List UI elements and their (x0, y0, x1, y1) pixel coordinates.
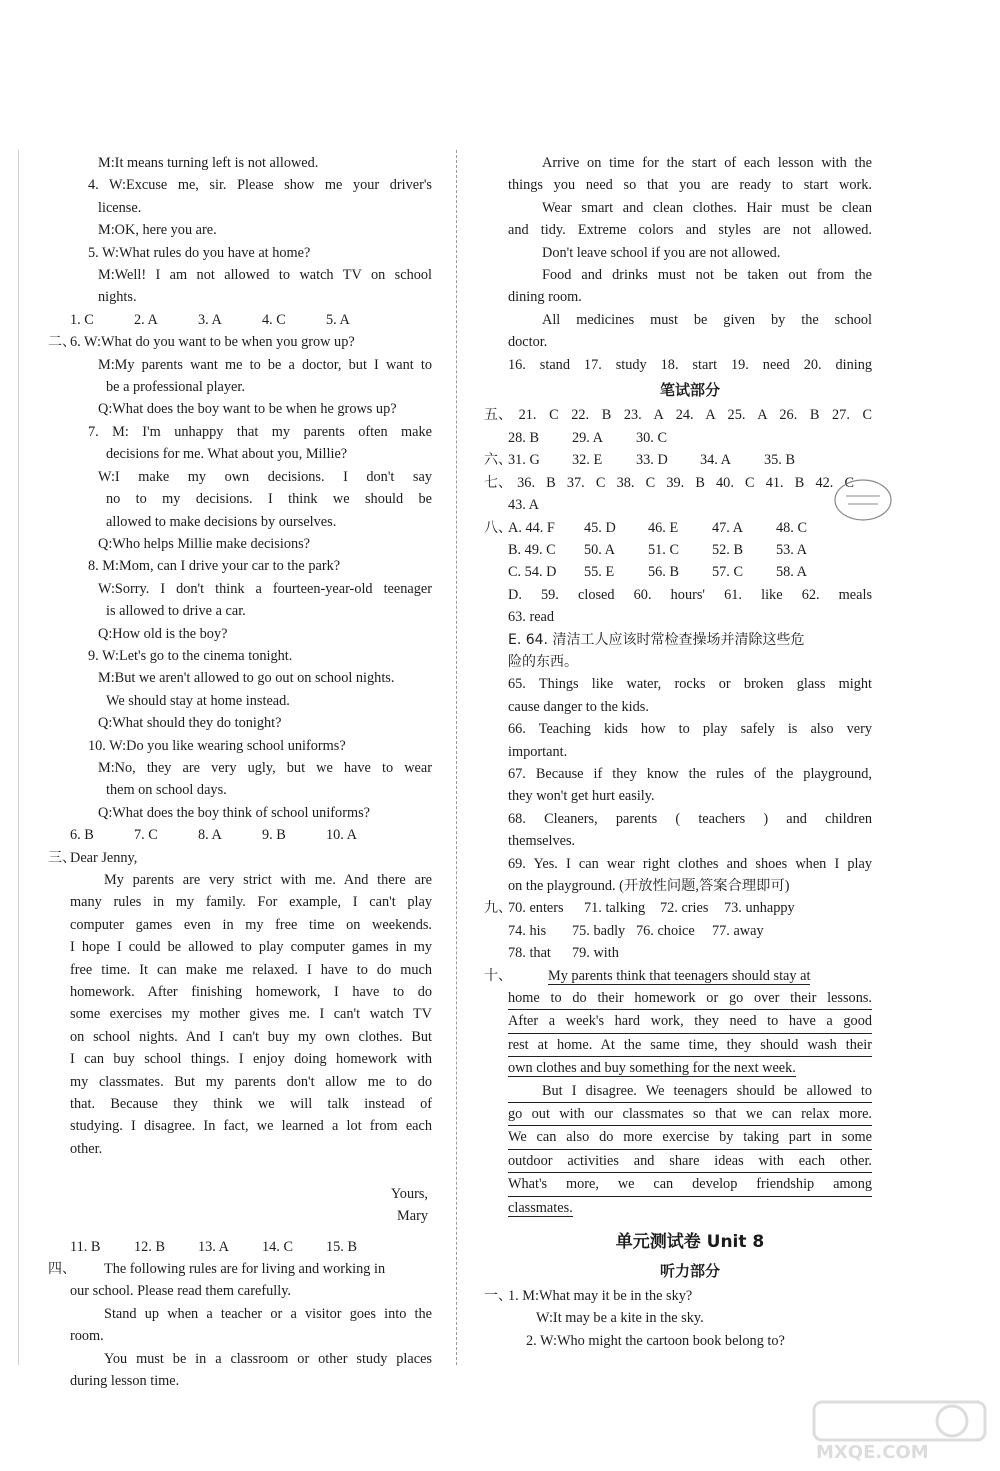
text-line: 65. Things like water, rocks or broken glass might (508, 676, 872, 693)
text-line: 69. Yes. I can wear right clothes and shoes when I play (508, 855, 872, 872)
answer-row: 74. his 75. badly 76. choice 77. away (508, 922, 764, 939)
text-line: Q:What does the boy want to be when he grows up? (98, 401, 397, 418)
text-line: license. (98, 199, 142, 216)
essay-line: homework. After finishing homework, I have to do (70, 984, 432, 1001)
section-marker: 六、 (484, 452, 512, 469)
margin-rule (18, 150, 19, 1365)
watermark-text: MXQE.COM (816, 1442, 929, 1462)
text-line: cause danger to the kids. (508, 698, 649, 715)
answer-row: 28. B 29. A 30. C (508, 429, 667, 446)
signature-name: Mary (397, 1208, 428, 1225)
text-line: M:My parents want me to be a doctor, but I want to (98, 356, 432, 373)
text-line: 5. W:What rules do you have at home? (88, 244, 311, 261)
text-line: 9. W:Let's go to the cinema tonight. (88, 647, 293, 664)
answer-row: 七、 36. B 37. C 38. C 39. B 40. C 41. B 42. C (484, 472, 872, 494)
watermark-logo-icon (812, 1400, 987, 1462)
text-line: You must be in a classroom or other study places (104, 1350, 432, 1367)
answer-row: 16. stand 17. study 18. start 19. need 20. dining (508, 356, 872, 373)
essay-line: classmates. (508, 1199, 573, 1216)
text-line: no to my decisions. I think we should be (106, 491, 432, 508)
essay-line: free time. It can make me relaxed. I have to do much (70, 961, 432, 978)
text-line: 十、 My parents think that teenagers should stay at (484, 965, 872, 987)
text-line: Food and drinks must not be taken out from the (542, 267, 872, 284)
text-line: 67. Because if they know the rules of the playground, (508, 765, 872, 782)
section-marker: 九、 (484, 900, 512, 917)
essay-line: many rules in my family. For example, I can't play (70, 894, 432, 911)
answer-row: C. 54. D 55. E 56. B 57. C 58. A (508, 564, 807, 581)
essay-line: that. Because they think we will talk instead of (70, 1096, 432, 1113)
essay-line: I can buy school things. I enjoy doing homework with (70, 1051, 432, 1068)
text-line: nights. (98, 289, 137, 306)
essay-line: computer games even in my free time on weekends. (70, 916, 432, 933)
signoff: Yours, (390, 1185, 428, 1202)
essay-line: But I disagree. We teenagers should be allowed to (508, 1080, 872, 1103)
text-line: 68. Cleaners, parents ( teachers ) and children (508, 810, 872, 827)
essay-line: My parents are very strict with me. And there are (104, 872, 432, 888)
essay-line: on school nights. And I can't buy my own clothes. But (70, 1028, 432, 1045)
essay-line: outdoor activities and share ideas with each other. (508, 1150, 872, 1173)
essay-line: I hope I could be allowed to play computer games in my (70, 939, 432, 956)
section-marker: 一、 (484, 1287, 512, 1304)
text-line: and tidy. Extreme colors and styles are not allowed. (508, 222, 872, 239)
essay-line: my classmates. But my parents don't allow me to do (70, 1073, 432, 1090)
text-line: 三、Dear Jenny, (48, 847, 432, 869)
text-line: allowed to make decisions by ourselves. (106, 513, 337, 530)
answer-row: 63. read (508, 609, 555, 626)
text-line: important. (508, 743, 568, 760)
text-line: dining room. (508, 289, 582, 306)
section-heading: 听力部分 (659, 1261, 720, 1280)
text-line: decisions for me. What about you, Millie? (106, 446, 348, 463)
text-line: All medicines must be given by the school (542, 311, 872, 328)
text-line: 二、6. W:What do you want to be when you grow up? (48, 331, 432, 353)
text-line: We should stay at home instead. (106, 692, 290, 709)
text-line: Wear smart and clean clothes. Hair must be clean (542, 199, 872, 216)
text-line: our school. Please read them carefully. (70, 1283, 291, 1300)
text-line: 一、1. M:What may it be in the sky? (484, 1285, 872, 1307)
section-marker: 二、 (48, 334, 76, 351)
text-line: 8. M:Mom, can I drive your car to the park? (88, 558, 341, 575)
answer-row: B. 49. C 50. A 51. C 52. B 53. A (508, 541, 807, 558)
text-line: W:It may be a kite in the sky. (536, 1310, 704, 1327)
essay-line: some exercises my mother gives me. I can't watch TV (70, 1006, 432, 1023)
essay-line: What's more, we can develop friendship among (508, 1173, 872, 1196)
text-line: themselves. (508, 833, 576, 850)
text-line: Q:What should they do tonight? (98, 715, 282, 732)
text-line: M:OK, here you are. (98, 222, 217, 239)
section-marker: 八、 (484, 519, 512, 536)
section-marker: 四、 (48, 1260, 76, 1277)
section-marker: 七、 (484, 474, 512, 491)
text-line: they won't get hurt easily. (508, 788, 655, 805)
text-line: things you need so that you are ready to start work. (508, 177, 872, 194)
essay-line: home to do their homework or go over their lessons. (508, 987, 872, 1010)
section-marker: 五、 (484, 407, 512, 424)
text-line: Q:Who helps Millie make decisions? (98, 535, 311, 552)
text-line: Don't leave school if you are not allowed. (542, 244, 781, 261)
section-marker: 三、 (48, 849, 76, 866)
text-line: Stand up when a teacher or a visitor goes into the (104, 1305, 432, 1322)
text-line: on the playground. (开放性问题,答案合理即可) (508, 878, 790, 894)
stamp-icon (830, 474, 896, 526)
section-marker: 十、 (484, 967, 512, 984)
text-line: W:I make my own decisions. I don't say (98, 468, 432, 485)
spacer (70, 1160, 432, 1182)
right-column (484, 152, 872, 1352)
text-line: 2. W:Who might the cartoon book belong to? (526, 1332, 785, 1349)
text-line: M:But we aren't allowed to go out on school nights. (98, 670, 395, 687)
translation-line: E. 64. 清洁工人应该时常检查操场并清除这些危 (508, 631, 805, 648)
essay-line: own clothes and buy something for the next week. (508, 1060, 796, 1077)
text-line: room. (70, 1328, 104, 1345)
essay-line: We can also do more exercise by taking part in some (508, 1126, 872, 1149)
column-divider (456, 150, 457, 1365)
answer-row: 九、70. enters 71. talking 72. cries 73. unhappy (484, 897, 872, 919)
text-line: 7. M: I'm unhappy that my parents often make (88, 423, 432, 440)
answer-row: 43. A (508, 497, 539, 514)
answer-row: 11. B 12. B 13. A 14. C 15. B (70, 1238, 357, 1255)
text-line: W:Sorry. I don't think a fourteen-year-old teenager (98, 580, 432, 597)
text-line: them on school days. (106, 782, 227, 799)
text-line: 66. Teaching kids how to play safely is also very (508, 721, 872, 738)
text-line: 10. W:Do you like wearing school uniforms? (88, 737, 346, 754)
text-line: M:Well! I am not allowed to watch TV on school (98, 267, 432, 284)
unit-title: 单元测试卷 Unit 8 (615, 1232, 765, 1253)
left-column (48, 152, 432, 1392)
essay-line: After a week's hard work, they need to have a good (508, 1010, 872, 1033)
text-line: 4. W:Excuse me, sir. Please show me your driver's (88, 177, 432, 194)
essay-line: go out with our classmates so that we can relax more. (508, 1103, 872, 1126)
answer-row: 六、31. G 32. E 33. D 34. A 35. B (484, 449, 872, 471)
section-heading: 笔试部分 (659, 381, 720, 400)
answer-row: 1. C 2. A 3. A 4. C 5. A (70, 311, 350, 328)
text-line: M:No, they are very ugly, but we have to wear (98, 759, 432, 776)
answer-row: 78. that 79. with (508, 945, 619, 962)
text-line: M:It means turning left is not allowed. (98, 155, 319, 171)
text-line: be a professional player. (106, 379, 245, 396)
essay-line: studying. I disagree. In fact, we learned a lot from each (70, 1118, 432, 1135)
answer-row: D. 59. closed 60. hours' 61. like 62. meals (508, 586, 872, 603)
text-line: 四、 The following rules are for living and working in (48, 1258, 432, 1280)
text-line: Arrive on time for the start of each lesson with the (542, 155, 872, 171)
translation-line: 险的东西。 (508, 653, 578, 670)
text-line: doctor. (508, 334, 548, 351)
text-line: Q:What does the boy think of school uniforms? (98, 804, 370, 821)
text-line: Q:How old is the boy? (98, 625, 228, 642)
essay-line: rest at home. At the same time, they should wash their (508, 1034, 872, 1057)
text-line: is allowed to drive a car. (106, 603, 246, 620)
text-line: during lesson time. (70, 1372, 180, 1389)
answer-row: 八、A. 44. F 45. D 46. E 47. A 48. C (484, 517, 872, 539)
answer-row: 五、 21. C 22. B 23. A 24. A 25. A 26. B 27. C (484, 404, 872, 426)
essay-line: other. (70, 1140, 103, 1157)
answer-row: 6. B 7. C 8. A 9. B 10. A (70, 827, 357, 844)
